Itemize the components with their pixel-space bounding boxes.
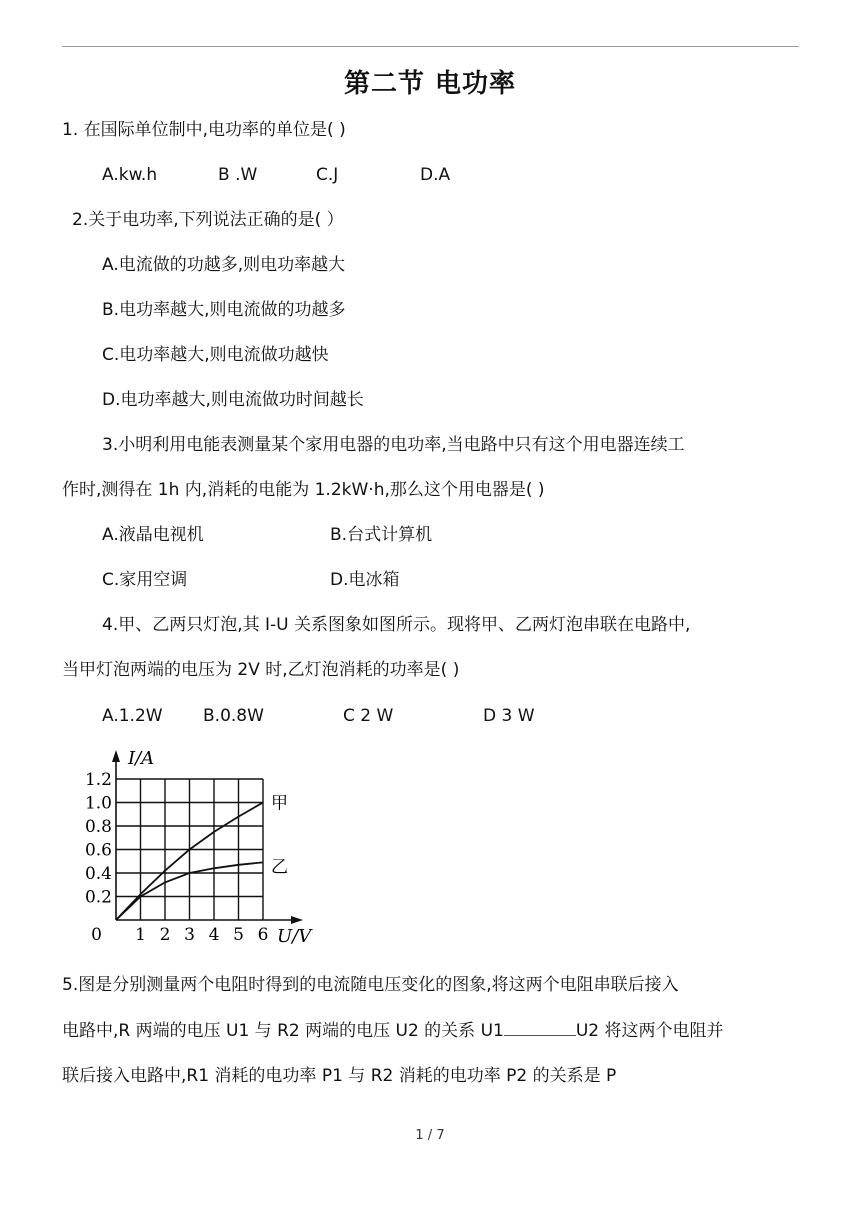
- q1-option-c: C.J: [316, 165, 339, 185]
- q1-option-a: A.kw.h: [102, 165, 158, 185]
- q5-line2: [62, 1020, 724, 1041]
- q5-line3: 联后接入电路中,R1 消耗的电功率 P1 与 R2 消耗的电功率 P2 的关系是 P: [62, 1066, 617, 1086]
- q4-option-c: C 2 W: [343, 706, 394, 726]
- y-tick-label: 0.2: [84, 887, 112, 908]
- x-axis-label: U/V: [277, 926, 312, 947]
- x-tick-label: 6: [257, 925, 269, 945]
- x-tick-label: 2: [159, 925, 171, 945]
- series-label: 甲: [271, 793, 288, 814]
- x-tick-label: 3: [184, 925, 195, 945]
- q2-option-b: B.电功率越大,则电流做的功越多: [102, 300, 346, 320]
- y-axis-arrow: [112, 750, 120, 762]
- origin-label: 0: [91, 925, 102, 945]
- q1-option-d: D.A: [420, 165, 451, 185]
- q5-line1: 5.图是分别测量两个电阻时得到的电流随电压变化的图象,将这两个电阻串联后接入: [62, 975, 679, 995]
- q3-option-a: A.液晶电视机: [102, 525, 204, 545]
- q4-line1: 4.甲、乙两只灯泡,其 I-U 关系图象如图所示。现将甲、乙两灯泡串联在电路中,: [102, 615, 691, 635]
- q4-line2: 当甲灯泡两端的电压为 2V 时,乙灯泡消耗的功率是( ): [62, 660, 460, 680]
- y-tick-label: 1.2: [84, 770, 112, 790]
- q3-option-b: B.台式计算机: [330, 525, 433, 545]
- q2-option-a: A.电流做的功越多,则电功率越大: [102, 255, 346, 275]
- y-tick-label: 1.0: [84, 793, 112, 814]
- page-title: 第二节 电功率: [343, 69, 517, 99]
- q3-option-d: D.电冰箱: [330, 570, 400, 590]
- iu-chart: [70, 742, 340, 954]
- page-number: 1 / 7: [415, 1128, 445, 1143]
- q4-option-b: B.0.8W: [203, 706, 264, 726]
- q5-line2-part2: U2 将这两个电阻并: [575, 1021, 724, 1041]
- q4-option-a: A.1.2W: [102, 706, 163, 726]
- q1-option-b: B .W: [218, 165, 258, 185]
- x-axis-arrow: [291, 916, 303, 924]
- q3-line1: 3.小明利用电能表测量某个家用电器的电功率,当电路中只有这个用电器连续工: [102, 435, 685, 455]
- q1-stem: 1. 在国际单位制中,电功率的单位是( ): [62, 120, 346, 140]
- y-tick-label: 0.8: [84, 817, 112, 837]
- x-tick-label: 4: [208, 925, 220, 945]
- y-tick-label: 0.4: [84, 864, 112, 884]
- q3-line2: 作时,测得在 1h 内,消耗的电能为 1.2kW·h,那么这个用电器是( ): [62, 480, 545, 500]
- q5-line2-part1: 电路中,R 两端的电压 U1 与 R2 两端的电压 U2 的关系 U1: [62, 1021, 504, 1041]
- q2-option-c: C.电功率越大,则电流做功越快: [102, 345, 329, 365]
- series-label: 乙: [271, 857, 288, 878]
- q2-stem: 2.关于电功率,下列说法正确的是( ）: [72, 210, 344, 230]
- y-axis-label: I/A: [128, 748, 155, 769]
- q2-option-d: D.电功率越大,则电流做功时间越长: [102, 390, 364, 410]
- header-rule: [62, 46, 799, 47]
- q3-option-c: C.家用空调: [102, 570, 188, 590]
- q4-option-d: D 3 W: [483, 706, 535, 726]
- y-tick-label: 0.6: [84, 840, 112, 861]
- x-tick-label: 5: [233, 925, 244, 945]
- q5-answer-blank[interactable]: [504, 1020, 576, 1036]
- x-tick-label: 1: [135, 925, 146, 945]
